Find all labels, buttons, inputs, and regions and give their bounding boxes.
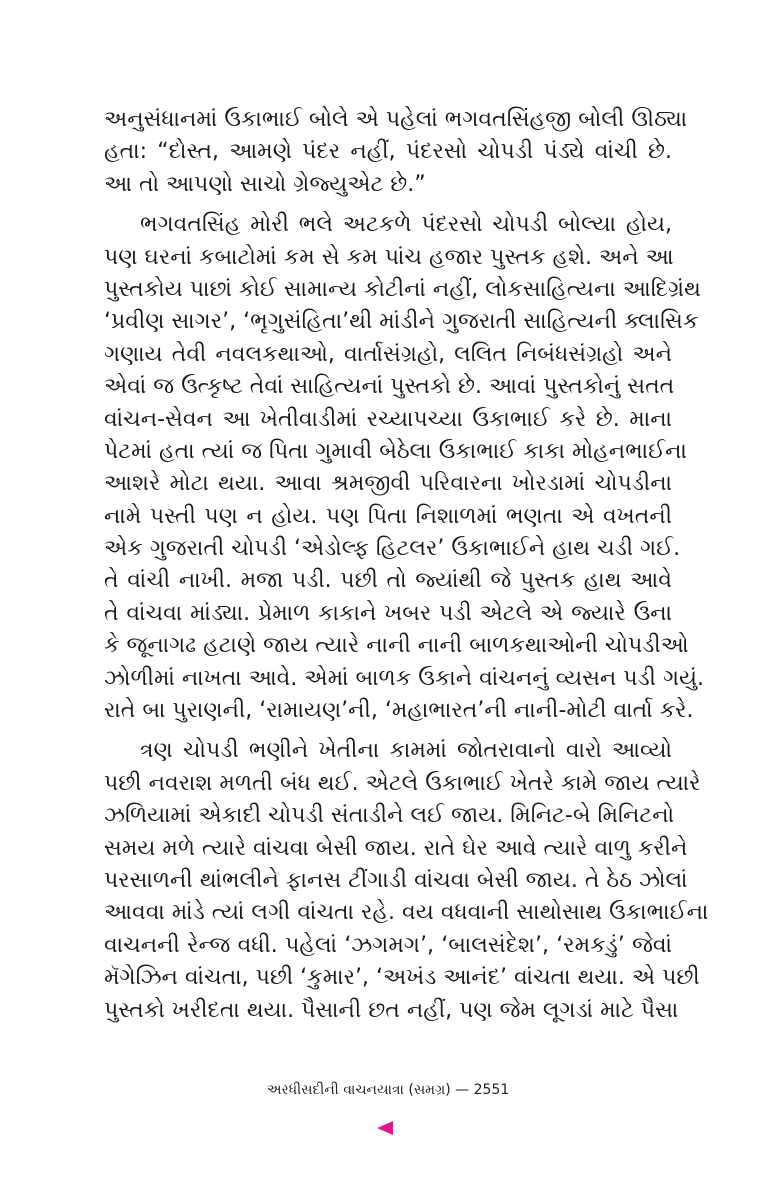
text-line: અનુસંધાનમાં ઉકાભાઈ બોલે એ પહેલાં ભગવતસિંહજી બોલી ઊઠ્યા	[104, 107, 688, 132]
paragraph-2	[104, 209, 705, 727]
page-body	[104, 104, 709, 1027]
text-line: એક ગુજરાતી ચોપડી ‘એડોલ્ફ હિટલર’ ઉકાભાઈને હાથ ચડી ગઈ.	[104, 536, 681, 562]
text-line: ‘પ્રવીણ સાગર’, ‘ભૃગુસંહિતા’થી માંડીને ગુજરાતી સાહિત્યની ક્લાસિક	[104, 309, 699, 335]
paragraph-1	[104, 104, 688, 201]
text-line: આવવા માંડે ત્યાં લગી વાંચતા રહે. વય વધવાની સાથોસાથ ઉકાભાઈના	[104, 900, 709, 926]
text-line: ઝોળીમાં નાખતા આવે. એમાં બાળક ઉકાને વાંચનનું વ્યસન પડી ગયું.	[104, 665, 705, 691]
text-line: આશરે મોટા થયા. આવા શ્રમજીવી પરિવારના ખોરડામાં ચોપડીના	[104, 471, 672, 497]
text-line: સમય મળે ત્યારે વાંચવા બેસી જાય. રાતે ઘેર આવે ત્યારે વાળુ કરીને	[104, 835, 688, 861]
text-line: ઝળિયામાં એકાદી ચોપડી સંતાડીને લઈ જાય. મિનિટ-બે મિનિટનો	[104, 803, 675, 829]
text-line: કે જૂનાગઢ હટાણે જાય ત્યારે નાની નાની બાળકથાઓની ચોપડીઓ	[104, 633, 689, 659]
text-line: રાતે બા પુરાણની, ‘રામાયણ’ની, ‘મહાભારત’ની નાની-મોટી વાર્તા કરે.	[104, 698, 694, 724]
text-line: ત્રણ ચોપડી ભણીને ખેતીના કામમાં જોતરાવાનો વારો આવ્યો	[140, 738, 672, 764]
text-line: તે વાંચી નાખી. મજા પડી. પછી તો જ્યાંથી જે પુસ્તક હાથ આવે	[104, 568, 672, 594]
text-line: ગણાય તેવી નવલકથાઓ, વાર્તાસંગ્રહો, લલિત નિબંધસંગ્રહો અને	[104, 341, 672, 367]
text-line: પેટમાં હતા ત્યાં જ પિતા ગુમાવી બેઠેલા ઉકાભાઈ કાકા મોહનભાઈના	[104, 438, 687, 464]
text-line: નામે પસ્તી પણ ન હોય. પણ પિતા નિશાળમાં ભણતા એ વખતની	[104, 503, 672, 529]
text-line: વાંચન-સેવન આ ખેતીવાડીમાં રચ્યાપચ્યા ઉકાભાઈ કરે છે. માના	[104, 406, 672, 432]
paragraph-3	[104, 735, 709, 1027]
text-line: એવાં જ ઉત્કૃષ્ટ તેવાં સાહિત્યનાં પુસ્તકો છે. આવાં પુસ્તકોનું સતત	[104, 374, 675, 400]
text-line: પછી નવરાશ મળતી બંધ થઈ. એટલે ઉકાભાઈ ખેતરે કામે જાય ત્યારે	[104, 770, 701, 796]
text-line: પણ ઘરનાં કબાટોમાં કમ સે કમ પાંચ હજાર પુસ્તક હશે. અને આ	[104, 244, 674, 270]
text-line: પુસ્તકો ખરીદતા થયા. પૈસાની છત નહીં, પણ જેમ લૂગડાં માટે પૈસા	[104, 997, 679, 1023]
page-footer: અરધીસદીની વાચનયાત્રા (સમગ્ર) — 2551	[266, 1082, 510, 1098]
text-line: તે વાંચવા માંડ્યા. પ્રેમાળ કાકાને ખબર પડી એટલે એ જ્યારે ઉના	[104, 600, 672, 626]
text-line: પરસાળની થાંભલીને ફાનસ ટીંગાડી વાંચવા બેસી જાય. તે ઠેઠ ઝોલાં	[104, 867, 688, 893]
text-line: વાચનની રેન્જ વધી. પહેલાં ‘ઝગમગ’, ‘બાલસંદેશ’, ‘રમકડું’ જેવાં	[104, 932, 672, 958]
text-line: પુસ્તકોય પાછાં કોઈ સામાન્ય કોટીનાં નહીં, લોકસાહિત્યના આદિગ્રંથ	[104, 276, 701, 302]
text-line: આ તો આપણો સાચો ગ્રેજ્યુએટ છે.”	[104, 171, 426, 197]
text-line: મૅગેઝિન વાંચતા, પછી ‘કુમાર’, ‘અખંડ આનંદ’ વાંચતા થયા. એ પછી	[104, 965, 700, 991]
previous-page-arrow-icon[interactable]	[377, 1121, 393, 1135]
text-line: ભગવતસિંહ મોરી ભલે અટકળે પંદરસો ચોપડી બોલ્યા હોય,	[140, 212, 672, 238]
text-line: હતા: “દોસ્ત, આમણે પંદર નહીં, પંદરસો ચોપડી પંડ્યે વાંચી છે.	[104, 139, 672, 165]
